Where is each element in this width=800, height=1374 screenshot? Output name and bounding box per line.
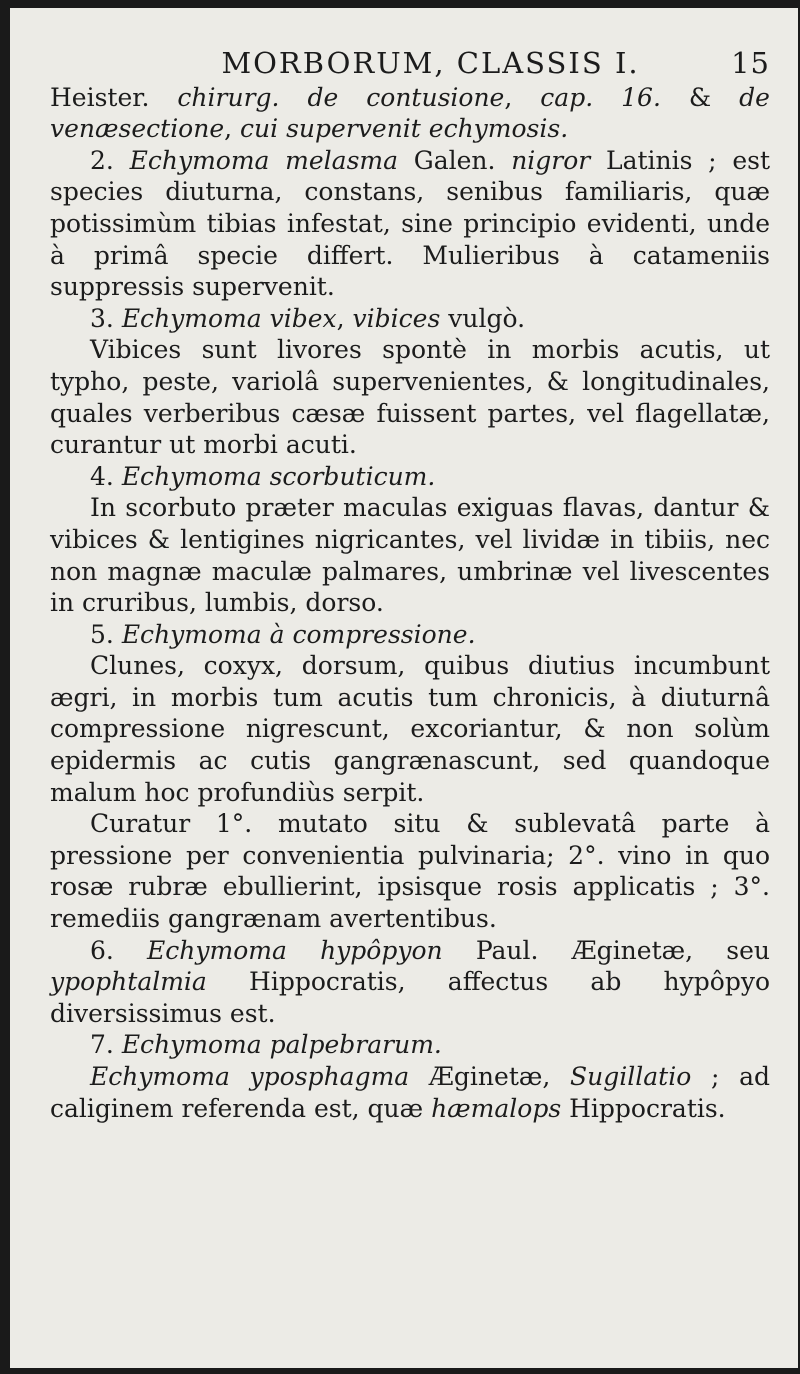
paragraph — [50, 935, 770, 1030]
page-number: 15 — [731, 46, 770, 80]
section-heading — [50, 461, 770, 493]
section-heading — [50, 619, 770, 651]
italic-text: Echymoma palpebrarum. — [121, 1030, 442, 1060]
text-run: 4. — [90, 461, 122, 491]
book-page — [10, 8, 798, 1368]
running-title: MORBORUM, CLASSIS I. — [221, 46, 640, 80]
paragraph — [50, 334, 770, 460]
italic-text: Echymoma hypôpyon — [147, 935, 443, 965]
italic-text: nigror — [511, 145, 591, 175]
text-run: , — [336, 303, 353, 333]
italic-text: vibices — [352, 303, 441, 333]
italic-text: Echymoma yposphagma — [90, 1062, 410, 1091]
text-run: Hippocratis, affectus ab hypôpyo diversissimus est. — [50, 967, 770, 1028]
running-head — [50, 48, 770, 80]
paragraph — [50, 808, 770, 934]
text-run: 5. — [90, 619, 122, 649]
paragraph — [50, 1061, 770, 1124]
text-run: Galen. — [398, 145, 512, 175]
italic-text: Echymoma vibex — [121, 303, 337, 333]
text-run: Paul. Æginetæ, seu — [442, 935, 770, 965]
italic-text: cui supervenit echymosis. — [240, 114, 569, 144]
text-run: vulgò. — [440, 303, 526, 333]
section-heading — [50, 303, 770, 335]
italic-text: Echymoma à compressione. — [121, 619, 476, 649]
section-heading — [50, 1029, 770, 1061]
italic-text: de venæsectione — [50, 82, 770, 144]
italic-text: ypophtalmia — [50, 967, 207, 997]
paragraph — [50, 650, 770, 808]
paragraph — [50, 145, 770, 303]
body-text — [50, 82, 770, 1125]
text-run: In scorbuto præter maculas exiguas flavas, dantur & vibices & lentigines nigricantes, vel lividæ in tibiis, nec non magnæ maculæ palmares, umbrinæ vel livescentes in cruribus, lumbis, dorso. — [50, 493, 770, 618]
text-run: , — [504, 82, 541, 112]
paragraph — [50, 492, 770, 618]
text-run: Æginetæ, — [409, 1062, 571, 1091]
italic-text: hæmalops — [431, 1093, 562, 1123]
italic-text: chirurg. de contusione — [177, 82, 505, 112]
text-run: , — [224, 114, 241, 144]
text-run: 7. — [90, 1030, 122, 1060]
text-run: 3. — [90, 303, 122, 333]
text-run: 6. — [90, 935, 148, 965]
page-text — [50, 48, 770, 1124]
text-run: Curatur 1°. mutato situ & sublevatâ parte à pressione per convenientia pulvinaria; 2°. vino in quo rosæ rubræ ebullierint, ipsisque rosis applicatis ; 3°. remediis gangrænam avertentibus. — [50, 809, 770, 934]
italic-text: Echymoma scorbuticum. — [121, 461, 436, 491]
text-run: & — [660, 82, 740, 112]
text-run: 2. — [90, 145, 130, 175]
text-run: Clunes, coxyx, dorsum, quibus diutius incumbunt ægri, in morbis tum acutis tum chronicis, à diuturnâ compressione nigrescunt, excoriantur, & non solùm epidermis ac cutis gangrænascunt, sed quandoque malum hoc profundiùs serpit. — [50, 651, 770, 807]
text-run: Hippocratis. — [561, 1093, 726, 1123]
italic-text: Echymoma melasma — [129, 145, 399, 175]
italic-text: Sugillatio — [570, 1062, 692, 1091]
text-run: Latinis ; est species diuturna, constans, senibus familiaris, quæ potissimùm tibias infestat, sine principio evidenti, unde à primâ specie differt. Mulieribus à catameniis suppressis supervenit. — [50, 145, 770, 302]
text-run: Vibices sunt livores spontè in morbis acutis, ut typho, peste, variolâ supervenientes, & longitudinales, quales verberibus cæsæ fuissent partes, vel flagellatæ, curantur ut morbi acuti. — [50, 335, 770, 460]
text-run: ; ad caliginem referenda est, quæ — [50, 1062, 770, 1123]
italic-text: cap. 16. — [540, 82, 661, 112]
text-run: Heister. — [50, 82, 178, 112]
paragraph — [50, 82, 770, 145]
